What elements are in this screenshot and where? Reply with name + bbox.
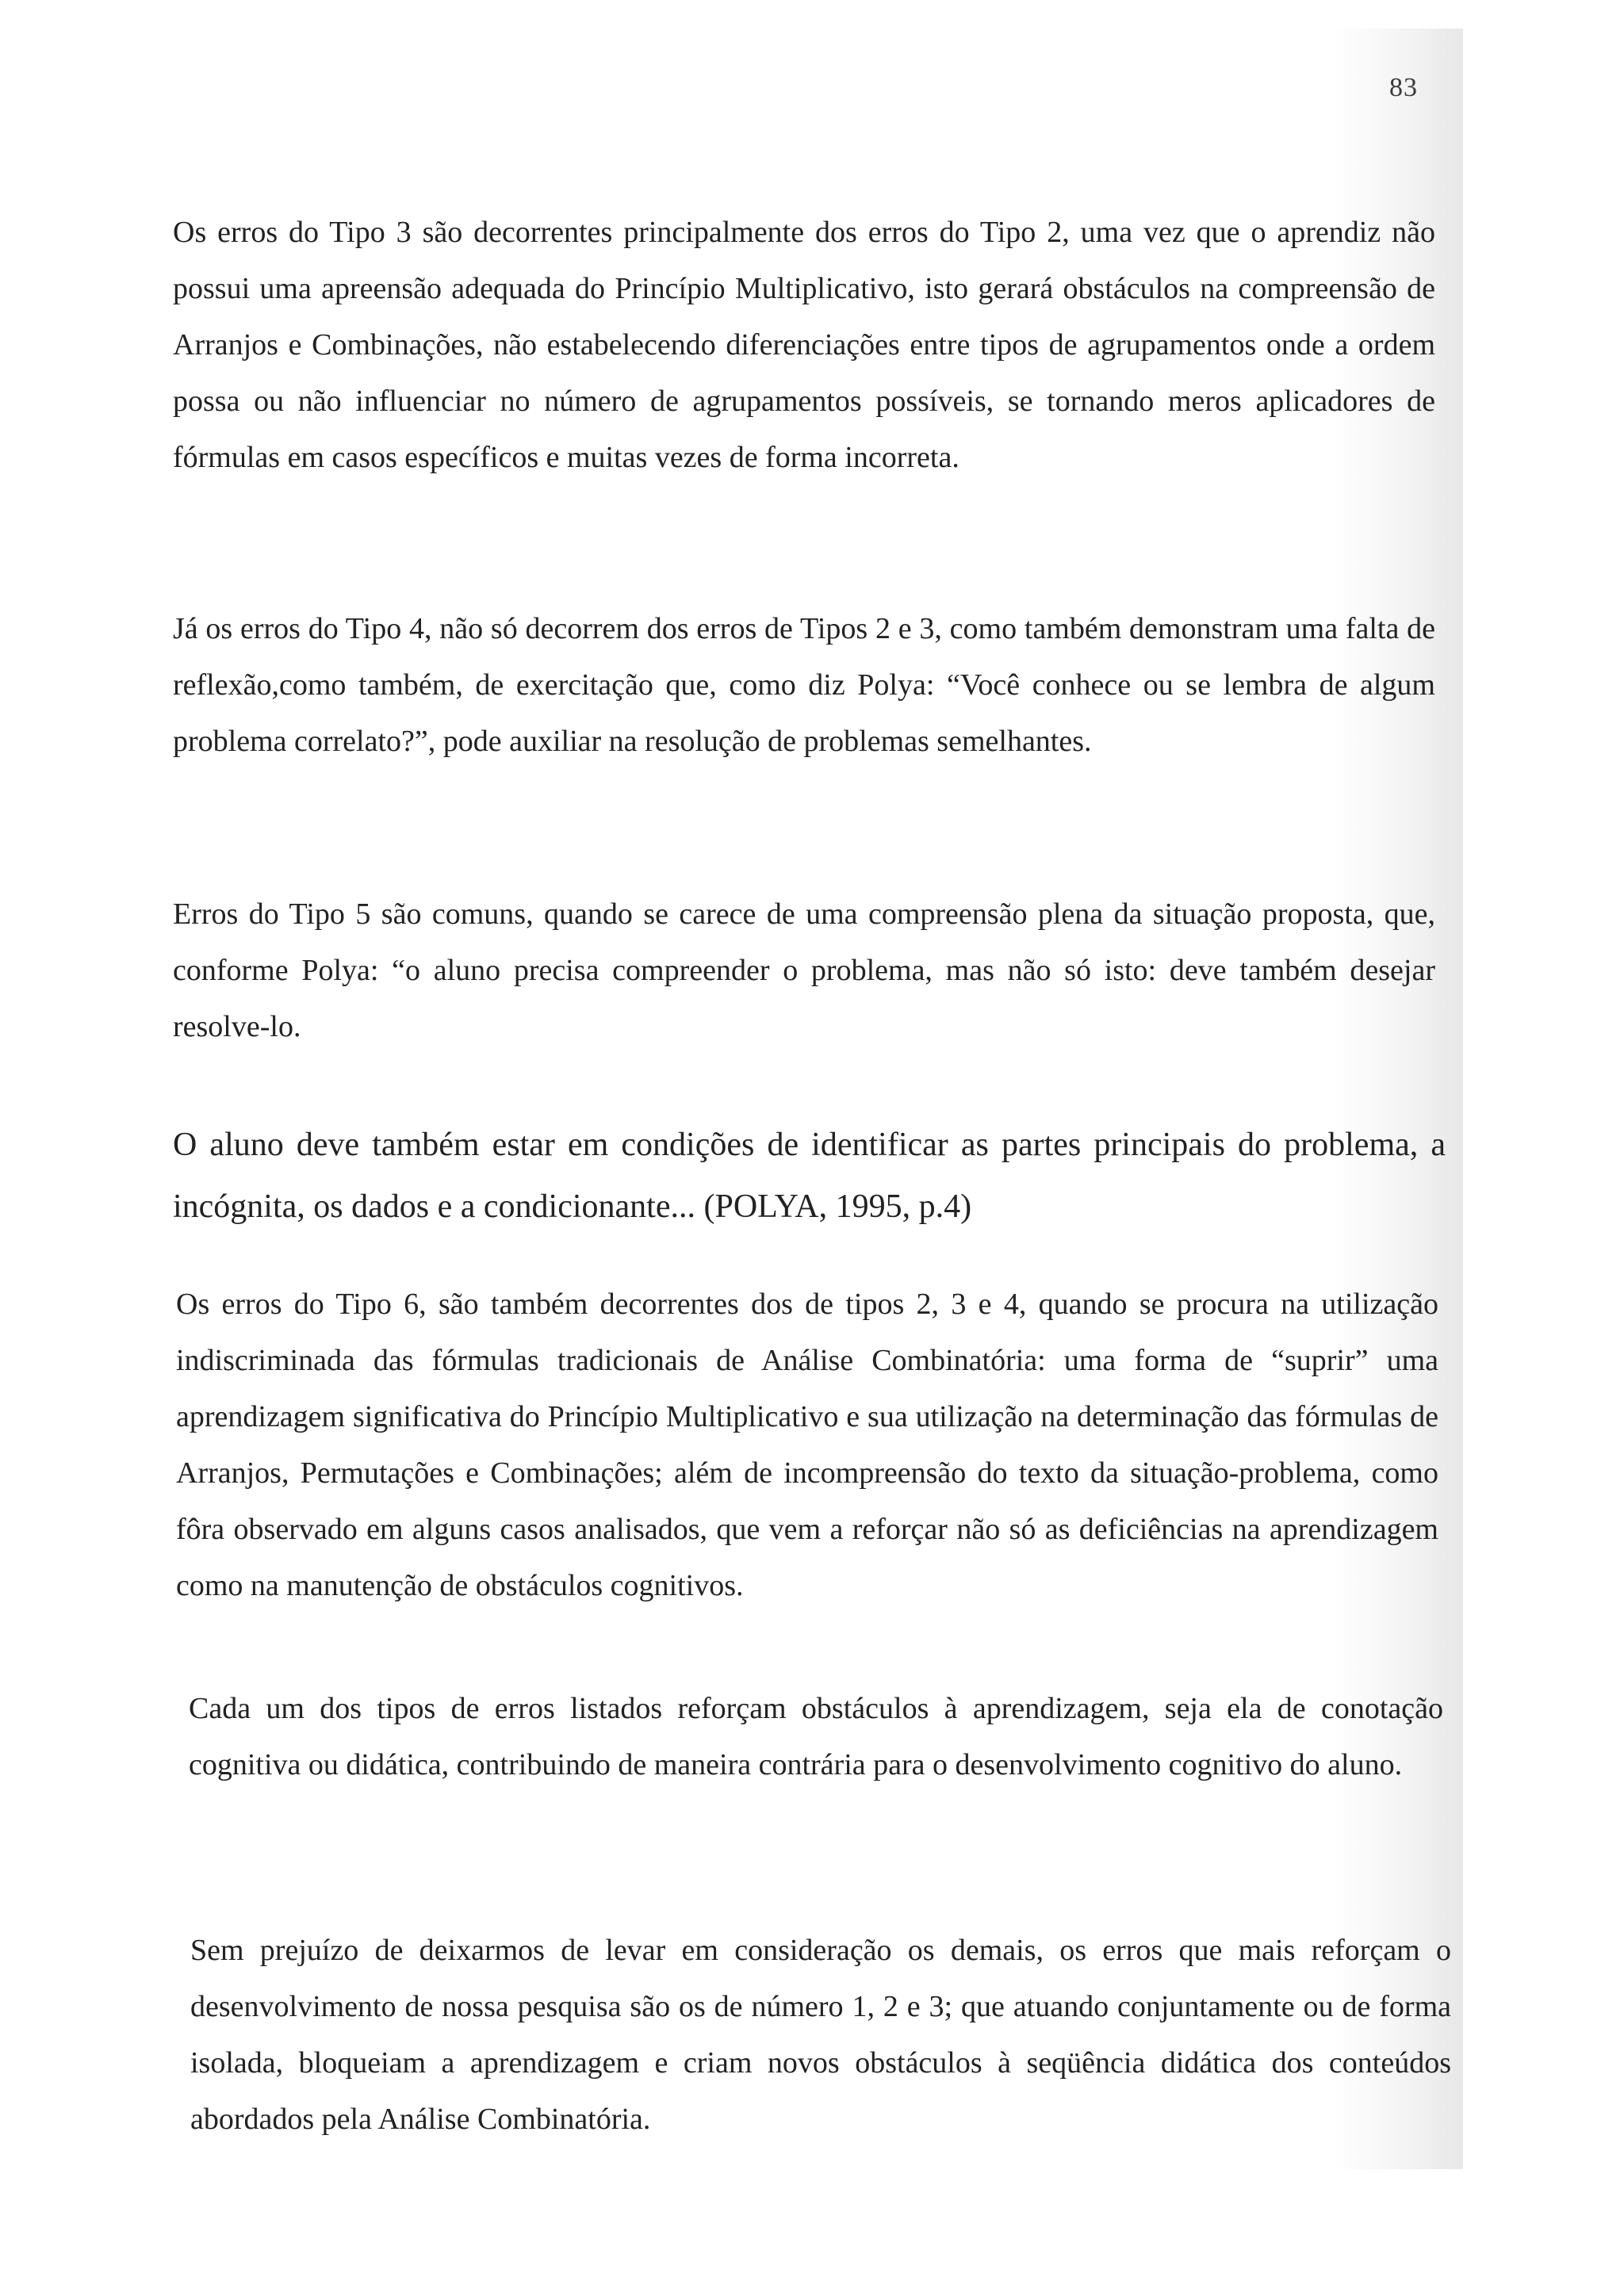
paragraph-tipo-3: Os erros do Tipo 3 são decorrentes principalmente dos erros do Tipo 2, uma vez que o aprendiz não possui uma apreensão adequada do Princípio Multiplicativo, isto gerará obstáculos na compreensão de Arranjos e Combinações, não estabelecendo diferenciações entre tipos de agrupamentos onde a ordem possa ou não influenciar no número de agrupamentos possíveis, se tornando meros aplicadores de fórmulas em casos específicos e muitas vezes de forma incorreta. — [173, 216, 1435, 474]
paragraph-obstaculos: Cada um dos tipos de erros listados reforçam obstáculos à aprendizagem, seja ela de conotação cognitiva ou didática, contribuindo de maneira contrária para o desenvolvimento cognitivo do aluno. — [189, 1692, 1443, 1781]
paragraph-conclusao: Sem prejuízo de deixarmos de levar em consideração os demais, os erros que mais reforçam o desenvolvimento de nossa pesquisa são os de número 1, 2 e 3; que atuando conjuntamente ou de forma isolada, bloqueiam a aprendizagem e criam novos obstáculos à seqüência didática dos conteúdos abordados pela Análise Combinatória. — [190, 1934, 1451, 2136]
page-number: 83 — [1389, 73, 1418, 102]
paragraph-tipo-5: Erros do Tipo 5 são comuns, quando se carece de uma compreensão plena da situação proposta, que, conforme Polya: “o aluno precisa compreender o problema, mas não só isto: deve também desejar resolve-lo. — [173, 897, 1435, 1043]
paragraph-tipo-4: Já os erros do Tipo 4, não só decorrem dos erros de Tipos 2 e 3, como também demonstram uma falta de reflexão,como também, de exercitação que, como diz Polya: “Você conhece ou se lembra de algum problema correlato?”, pode auxiliar na resolução de problemas semelhantes. — [173, 612, 1435, 758]
paragraph-tipo-6: Os erros do Tipo 6, são também decorrentes dos de tipos 2, 3 e 4, quando se procura na utilização indiscriminada das fórmulas tradicionais de Análise Combinatória: uma forma de “suprir” uma aprendizagem significativa do Princípio Multiplicativo e sua utilização na determinação das fórmulas de Arranjos, Permutações e Combinações; além de incompreensão do texto da situação-problema, como fôra observado em alguns casos analisados, que vem a reforçar não só as deficiências na aprendizagem como na manutenção de obstáculos cognitivos. — [176, 1288, 1438, 1602]
quote-citation: (POLYA, 1995, p.4) — [703, 1188, 972, 1225]
polya-quote — [173, 1114, 1446, 1238]
quote-text: O aluno deve também estar em condições de identificar as partes principais do problema, a incógnita, os dados e a condicionante... — [173, 1127, 1446, 1225]
